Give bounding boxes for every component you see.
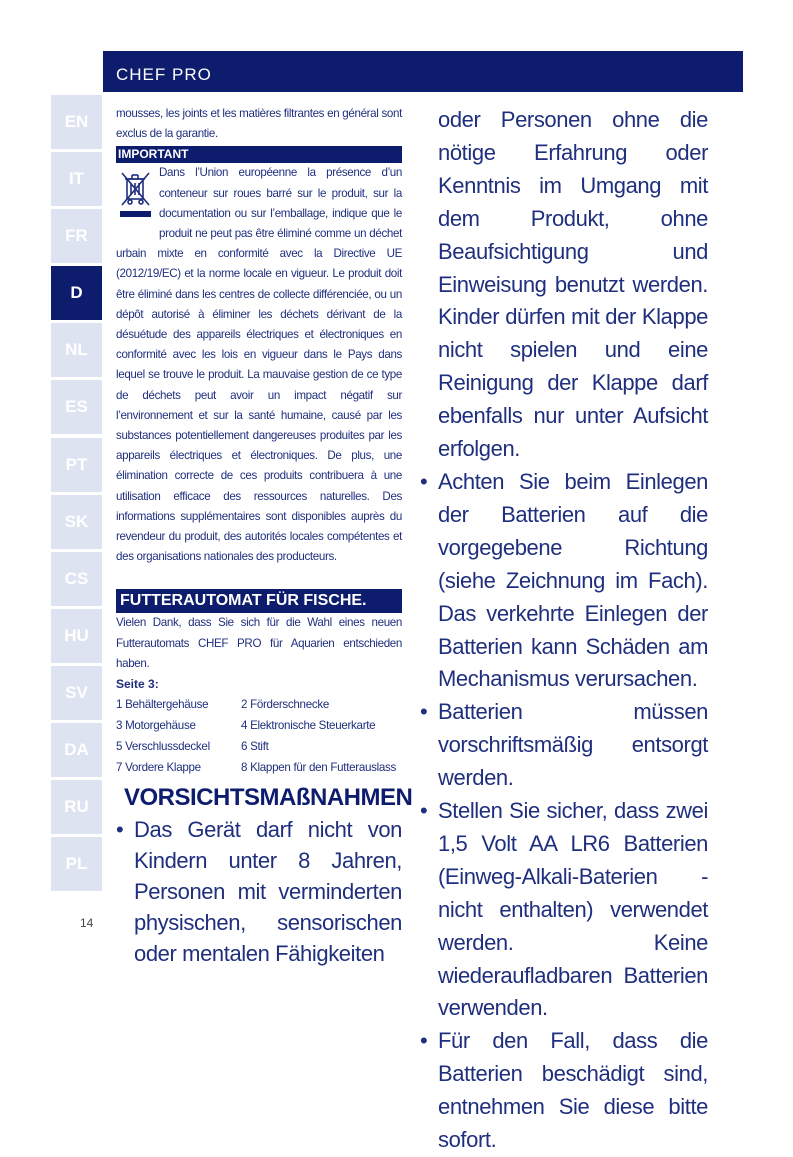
lang-tab-es[interactable]: ES <box>51 380 102 434</box>
lang-tab-cs[interactable]: CS <box>51 552 102 606</box>
bullet-marker: • <box>420 1028 428 1054</box>
safety-bullet-text: Für den Fall, dass die Batterien beschädigt sind, entnehmen Sie diese bitte sofort. <box>438 1028 708 1153</box>
safety-bullet-text: Das Gerät darf nicht von Kindern unter 8 Jahren, Personen mit verminderten physischen, sensorischen oder mentalen Fähigkeiten <box>134 817 402 967</box>
page-reference: Seite 3: <box>116 677 159 692</box>
part-item: 8 Klappen für den Futterauslass <box>241 761 397 775</box>
warning-heading <box>116 782 413 814</box>
safety-bullet-text: Achten Sie beim Einlegen der Batterien auf die vorgegebene Richtung (siehe Zeichnung im Fach). Das verkehrte Einlegen der Batterien kann Schäden am Mechanismus verursachen. <box>438 468 708 692</box>
bullet-marker: • <box>420 798 428 824</box>
lang-tab-sk[interactable]: SK <box>51 495 102 549</box>
lang-tab-pl[interactable]: PL <box>51 837 102 891</box>
lang-tab-d[interactable]: D <box>51 266 102 320</box>
part-item: 3 Motorgehäuse <box>116 719 196 733</box>
page-number: 14 <box>80 916 94 930</box>
part-item: 7 Vordere Klappe <box>116 761 201 775</box>
safety-bullet <box>116 814 402 969</box>
weee-notice <box>116 163 402 567</box>
thanks-text: Vielen Dank, dass Sie sich für die Wahl eines neuen Futterautomats CHEF PRO für Aquarien entschieden haben. <box>116 616 402 670</box>
part-item: 4 Elektronische Steuerkarte <box>241 719 376 733</box>
part-item: 1 Behältergehäuse <box>116 698 209 712</box>
lang-tab-hu[interactable]: HU <box>51 609 102 663</box>
important-heading: IMPORTANT <box>116 146 402 163</box>
safety-bullet <box>420 696 708 795</box>
safety-bullet <box>420 1025 708 1157</box>
lang-tab-da[interactable]: DA <box>51 723 102 777</box>
header-bar <box>103 51 743 92</box>
bullet-marker: • <box>116 817 124 843</box>
warning-title: VORSICHTSMAßNAHMEN <box>124 784 413 812</box>
part-item: 5 Verschlussdeckel <box>116 740 210 754</box>
weee-text: Dans l’Union européenne la présence d’un conteneur sur roues barré sur le produit, sur la documentation ou sur l’emballage, indique que le produit ne peut pas être éliminé comme un déchet urbain mixte en conformité avec la Directive UE (2012/19/EC) et la norme locale en vigueur. Le produit doit être éliminé dans les centres de collecte différenciée, ou un dépôt autorisé à éliminer les déchets dérivant de la désuétude des appareils électriques et électroniques en conformité avec les lois en vigueur dans le Pays dans lequel se trouve le produit. La mauvaise gestion de ce type de déchets peut avoir un impact négatif sur l’environnement et sur la santé humaine, causé par les substances potentiellement dangereuses produites par les appareils électriques et électroniques. De plus, une élimination correcte de ces produits contribuera à une utilisation efficace des ressources naturelles. Des informations supplémentaires sont disponibles auprès du revendeur du produit, des autorités locales compétentes et des organisations nationales des producteurs. <box>116 166 402 564</box>
warranty-continuation: mousses, les joints et les matières filtrantes en général sont exclus de la garantie. <box>116 107 402 141</box>
safety-bullet-text: Batterien müssen vorschriftsmäßig entsorgt werden. <box>438 699 708 791</box>
lang-tab-en[interactable]: EN <box>51 95 102 149</box>
brand-title: CHEF PRO <box>116 65 212 84</box>
safety-bullet <box>420 466 708 696</box>
bullet-marker: • <box>420 699 428 725</box>
left-column <box>116 104 413 969</box>
part-item: 2 Förderschnecke <box>241 698 329 712</box>
lang-tab-pt[interactable]: PT <box>51 438 102 492</box>
lang-tab-sv[interactable]: SV <box>51 666 102 720</box>
lang-tab-nl[interactable]: NL <box>51 323 102 377</box>
parts-list <box>116 694 402 778</box>
lang-tab-it[interactable]: IT <box>51 152 102 206</box>
part-item: 6 Stift <box>241 740 269 754</box>
lang-tab-fr[interactable]: FR <box>51 209 102 263</box>
section-title: FUTTERAUTOMAT FÜR FISCHE. <box>116 589 402 613</box>
bullet-marker: • <box>420 468 428 494</box>
lang-tab-ru[interactable]: RU <box>51 780 102 834</box>
right-column <box>420 104 708 1157</box>
crossed-bin-icon <box>116 167 156 225</box>
safety-bullet <box>420 795 708 1025</box>
language-tabs <box>51 95 102 894</box>
safety-continuation: oder Personen ohne die nötige Erfahrung oder Kenntnis im Umgang mit dem Produkt, ohne Beaufsichtigung und Einweisung benutzt werden. Kinder dürfen mit der Klappe nicht spielen und eine Reinigung der Klappe darf ebenfalls nur unter Aufsicht erfolgen. <box>438 107 708 462</box>
safety-bullet-text: Stellen Sie sicher, dass zwei 1,5 Volt AA LR6 Batterien (Einweg-Alkali-Baterien - nicht enthalten) verwendet werden. Keine wiederaufladbaren Batterien verwenden. <box>438 798 708 1021</box>
